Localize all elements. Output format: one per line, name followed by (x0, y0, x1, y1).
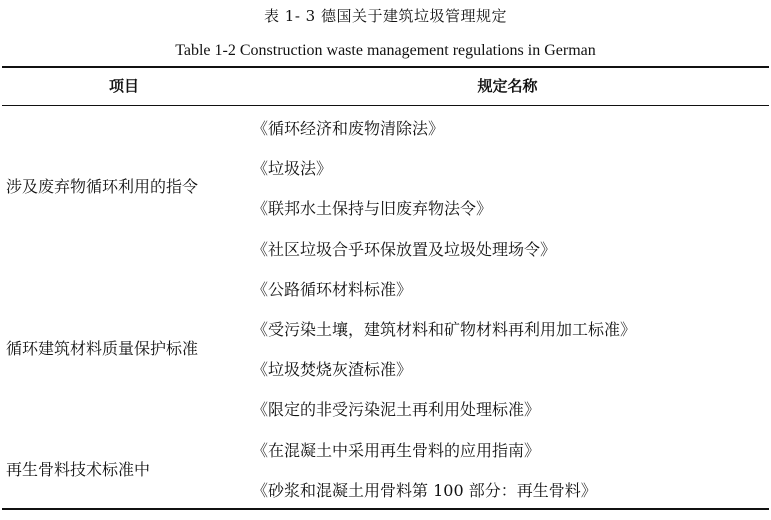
regulation-item: 《社区垃圾合乎环保放置及垃圾处理场令》 (252, 239, 557, 259)
regulation-item: 《垃圾法》 (252, 159, 333, 179)
category-waste-recycling-directives: 涉及废弃物循环利用的指令 (6, 177, 199, 196)
regulation-item: 《联邦水土保持与旧废弃物法令》 (252, 199, 493, 219)
regulation-item: 《循环经济和废物清除法》 (252, 119, 445, 138)
table-top-rule (2, 66, 769, 68)
category-recycled-aggregate-standards: 再生骨料技术标准中 (6, 460, 151, 479)
table-header-rule (2, 105, 769, 106)
regulation-item: 《在混凝土中采用再生骨料的应用指南》 (252, 440, 541, 460)
table-caption-english: Table 1-2 Construction waste management regulations in German (175, 42, 596, 59)
table-caption-chinese: 表 1- 3 德国关于建筑垃圾管理规定 (264, 7, 507, 25)
regulation-item: 《砂浆和混凝土用骨料第 100 部分：再生骨料》 (252, 480, 597, 500)
regulation-item: 《垃圾焚烧灰渣标准》 (252, 360, 413, 380)
column-header-item: 项目 (108, 77, 139, 95)
regulation-list (252, 118, 636, 520)
regulation-item: 《公路循环材料标准》 (252, 279, 413, 299)
column-header-regulation-name: 规定名称 (477, 77, 538, 95)
regulation-item: 《限定的非受污染泥土再利用处理标准》 (252, 400, 541, 420)
category-recycled-material-quality-standards: 循环建筑材料质量保护标准 (6, 339, 199, 358)
regulation-item: 《受污染土壤，建筑材料和矿物材料再利用加工标准》 (252, 319, 637, 339)
table-bottom-rule (2, 508, 769, 510)
